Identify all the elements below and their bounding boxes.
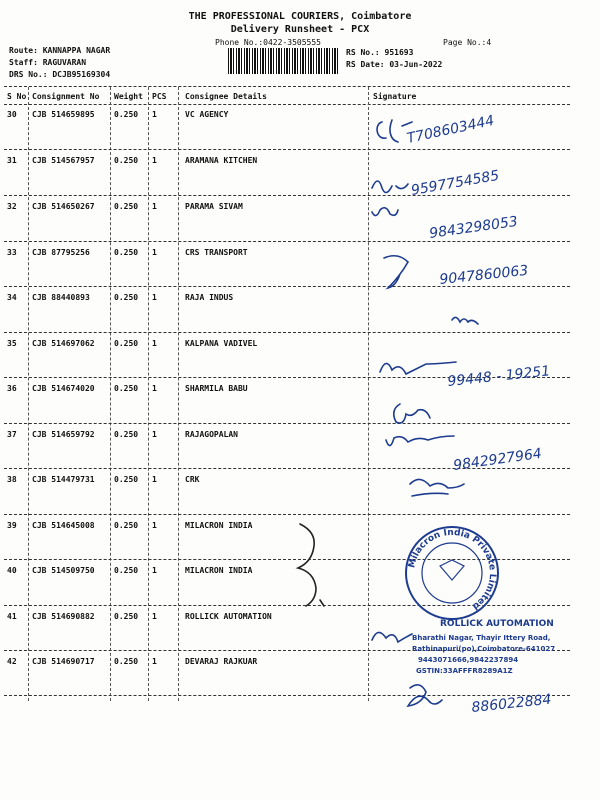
row-sno: 32	[7, 202, 17, 211]
col-header-consignment: Consignment No	[32, 92, 100, 101]
row-pcs: 1	[152, 430, 157, 439]
row-consignee: KALPANA VADIVEL	[185, 339, 258, 348]
row-weight: 0.250	[114, 475, 139, 484]
row-weight: 0.250	[114, 657, 139, 666]
row-consignment: CJB 514697062	[32, 339, 95, 348]
handwriting-37: 9842927964	[452, 445, 543, 474]
route-label: Route: KANNAPPA NAGAR	[9, 46, 111, 55]
handwriting-32: 9843298053	[428, 213, 519, 242]
header-divider-top	[4, 86, 570, 87]
row-consignee: ARAMANA KITCHEN	[185, 156, 258, 165]
row-consignee: CRS TRANSPORT	[185, 248, 248, 257]
row-consignee: MILACRON INDIA	[185, 521, 253, 530]
row-weight: 0.250	[114, 156, 139, 165]
row-sno: 42	[7, 657, 17, 666]
table-row	[0, 566, 600, 610]
drs-number: DRS No.: DCJB95169304	[9, 70, 111, 79]
handwriting-33: 9047860063	[438, 262, 530, 288]
row-weight: 0.250	[114, 339, 139, 348]
row-weight: 0.250	[114, 384, 139, 393]
col-header-signature: Signature	[373, 92, 417, 101]
row-divider	[4, 149, 570, 150]
row-weight: 0.250	[114, 293, 139, 302]
row-divider	[4, 377, 570, 378]
rollick-stamp-address1: Bharathi Nagar, Thayir Ittery Road,	[412, 634, 551, 642]
table-row	[0, 293, 600, 337]
row-consignment: CJB 514690717	[32, 657, 95, 666]
staff-label: Staff: RAGUVARAN	[9, 58, 87, 67]
row-consignee: DEVARAJ RAJKUAR	[185, 657, 258, 666]
row-divider	[4, 241, 570, 242]
row-weight: 0.250	[114, 521, 139, 530]
phone-number: Phone No.:0422-3505555	[215, 38, 321, 47]
row-sno: 37	[7, 430, 17, 439]
row-consignment: CJB 514509750	[32, 566, 95, 575]
row-consignment: CJB 514567957	[32, 156, 95, 165]
row-weight: 0.250	[114, 110, 139, 119]
row-consignee: RAJA INDUS	[185, 293, 234, 302]
table-row	[0, 475, 600, 519]
rs-number: RS No.: 951693	[346, 48, 414, 57]
row-divider	[4, 559, 570, 560]
col-header-pcs: PCS	[152, 92, 167, 101]
row-divider	[4, 195, 570, 196]
row-divider	[4, 423, 570, 424]
row-consignment: CJB 514690882	[32, 612, 95, 621]
row-sno: 35	[7, 339, 17, 348]
table-row	[0, 156, 600, 200]
table-row	[0, 202, 600, 246]
handwriting-42: 886022884	[470, 691, 553, 716]
row-sno: 36	[7, 384, 17, 393]
rs-date: RS Date: 03-Jun-2022	[346, 60, 443, 69]
row-consignee: VC AGENCY	[185, 110, 229, 119]
row-consignment: CJB 514645008	[32, 521, 95, 530]
row-sno: 40	[7, 566, 17, 575]
row-pcs: 1	[152, 339, 157, 348]
row-pcs: 1	[152, 657, 157, 666]
row-sno: 34	[7, 293, 17, 302]
handwriting-31: 9597754585	[409, 167, 501, 199]
rollick-stamp-phone: 9443071666,9842237894	[418, 656, 519, 664]
row-consignment: CJB 87795256	[32, 248, 90, 257]
handwriting-35: 99448 - 19251	[446, 363, 551, 390]
row-weight: 0.250	[114, 430, 139, 439]
row-divider	[4, 695, 570, 696]
row-divider	[4, 468, 570, 469]
row-pcs: 1	[152, 475, 157, 484]
row-pcs: 1	[152, 156, 157, 165]
row-pcs: 1	[152, 612, 157, 621]
table-row	[0, 384, 600, 428]
handwriting-30: T708603444	[405, 112, 496, 147]
row-divider	[4, 286, 570, 287]
company-title: THE PROFESSIONAL COURIERS, Coimbatore	[188, 11, 412, 22]
row-sno: 31	[7, 156, 17, 165]
table-row	[0, 110, 600, 154]
row-pcs: 1	[152, 384, 157, 393]
row-sno: 39	[7, 521, 17, 530]
col-header-consignee: Consignee Details	[185, 92, 267, 101]
row-sno: 33	[7, 248, 17, 257]
runsheet-title: Delivery Runsheet - PCX	[230, 24, 370, 35]
milacron-stamp-text: Milacron India Private Limited	[407, 527, 498, 612]
row-sno: 41	[7, 612, 17, 621]
row-pcs: 1	[152, 248, 157, 257]
row-consignment: CJB 514650267	[32, 202, 95, 211]
row-consignment: CJB 514674020	[32, 384, 95, 393]
row-consignment: CJB 88440893	[32, 293, 90, 302]
page-number: Page No.:4	[443, 38, 492, 47]
row-weight: 0.250	[114, 202, 139, 211]
row-weight: 0.250	[114, 612, 139, 621]
row-sno: 38	[7, 475, 17, 484]
row-consignee: RAJAGOPALAN	[185, 430, 238, 439]
col-header-sno: S No	[7, 92, 27, 101]
row-weight: 0.250	[114, 566, 139, 575]
row-consignee: ROLLICK AUTOMATION	[185, 612, 272, 621]
row-consignment: CJB 514659895	[32, 110, 95, 119]
barcode-image	[228, 48, 340, 74]
rollick-stamp-address2: Rathinapuri(po),Coimbatore-641027	[412, 645, 556, 653]
row-consignment: CJB 514659792	[32, 430, 95, 439]
row-consignee: MILACRON INDIA	[185, 566, 253, 575]
rollick-stamp-gstin: GSTIN:33AFFFR8289A1Z	[416, 667, 513, 675]
row-sno: 30	[7, 110, 17, 119]
header-divider-bottom	[4, 104, 570, 105]
row-consignee: SHARMILA BABU	[185, 384, 248, 393]
row-divider	[4, 332, 570, 333]
col-header-weight: Weight	[114, 92, 143, 101]
row-divider	[4, 514, 570, 515]
row-weight: 0.250	[114, 248, 139, 257]
row-pcs: 1	[152, 110, 157, 119]
row-pcs: 1	[152, 521, 157, 530]
row-divider	[4, 605, 570, 606]
row-pcs: 1	[152, 202, 157, 211]
row-consignee: CRK	[185, 475, 200, 484]
row-pcs: 1	[152, 293, 157, 302]
rollick-stamp-name: ROLLICK AUTOMATION	[440, 619, 554, 629]
row-pcs: 1	[152, 566, 157, 575]
row-consignee: PARAMA SIVAM	[185, 202, 243, 211]
row-consignment: CJB 514479731	[32, 475, 95, 484]
